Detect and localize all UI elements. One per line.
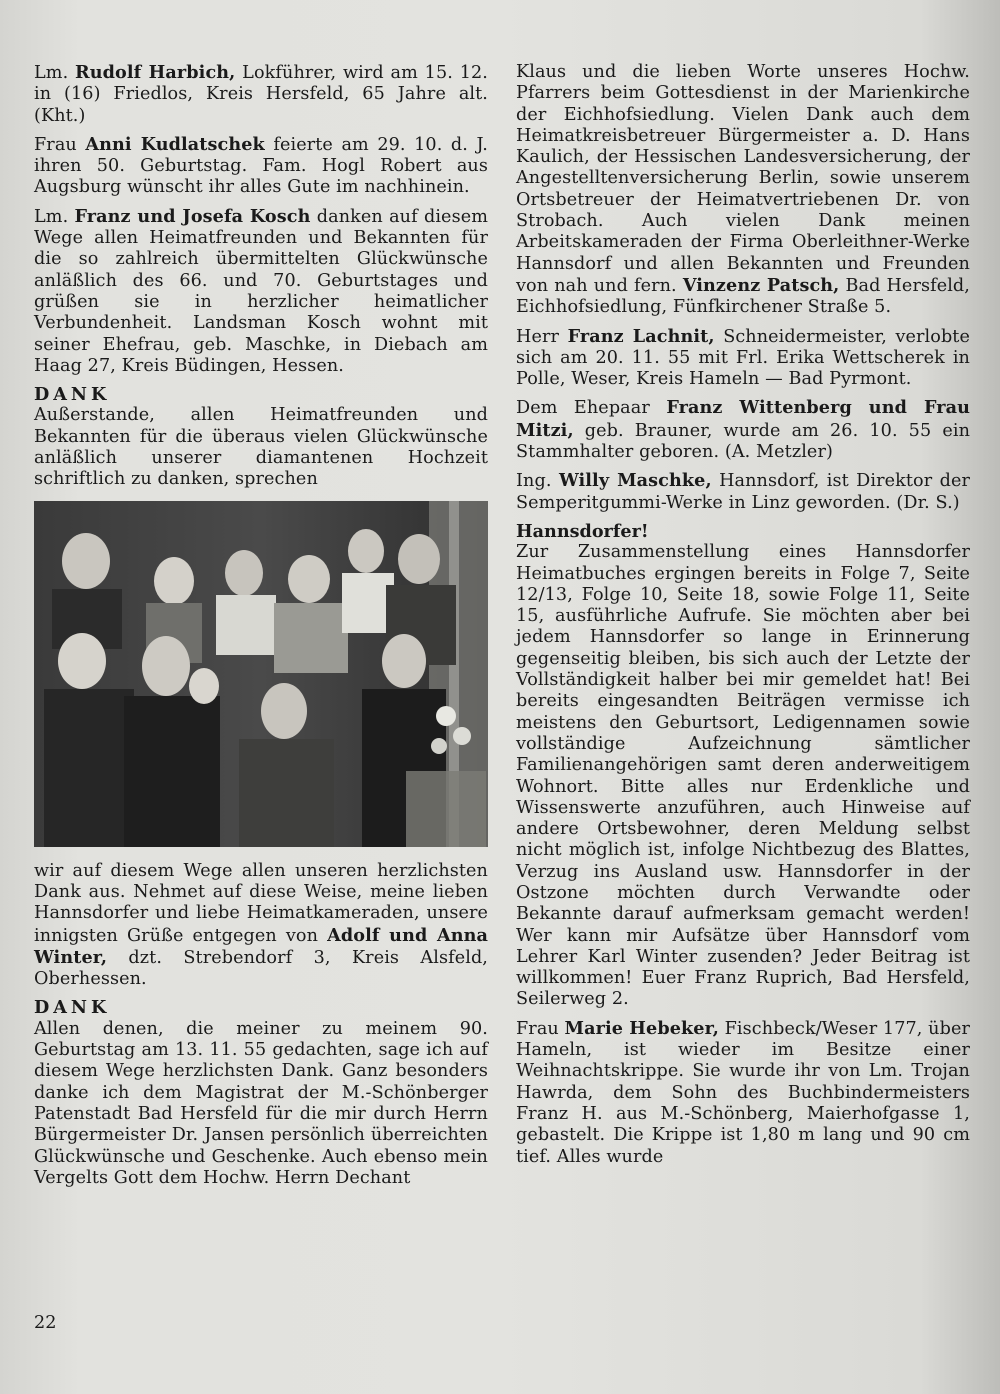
hannsdorfer-heading: Hannsdorfer! <box>516 520 649 542</box>
notice-hebeker: Frau Marie Hebeker, Fischbeck/Weser 177, über Hameln, ist wieder im Besitze einer Weihnachtskrippe. Sie wurde ihr von Lm. Trojan Hawrda, dem Sohn des Buchbindermeisters Franz H. aus M.-Schönberg, Maierhofgasse 1, gebastelt. Die Krippe ist 1,80 m lang und 90 cm tief. Alles wurde <box>516 1017 971 1167</box>
left-column <box>34 62 488 1196</box>
notice-kudlatschek: Frau Anni Kudlatschek feierte am 29. 10. d. J. ihren 50. Geburtstag. Fam. Hogl Robert aus Augsburg wünscht ihr alles Gute im nachhinein. <box>34 133 488 198</box>
right-column <box>516 62 970 1175</box>
dank1-text-top: Außerstande, allen Heimatfreunden und Bekannten für die überaus vielen Glückwünsche anläßlich unserer diamantenen Hochzeit schriftlich zu danken, sprechen <box>34 405 488 490</box>
notice-kosch: Lm. Franz und Josefa Kosch danken auf diesem Wege allen Heimatfreunden und Bekannten für die so zahlreich übermittelten Glückwünsche anläßlich des 66. und 70. Geburtstages und grüßen sie in herzlicher heimatlicher Verbundenheit. Landsman Kosch wohnt mit seiner Ehefrau, geb. Maschke, in Diebach am Haag 27, Kreis Büdingen, Hessen. <box>34 205 488 376</box>
notice-lachnit: Herr Franz Lachnit, Schneidermeister, verlobte sich am 20. 11. 55 mit Frl. Erika Wettscherek in Polle, Weser, Kreis Hameln — Bad Pyrmont. <box>516 325 970 390</box>
family-photo <box>34 501 488 847</box>
notice-wittenberg: Dem Ehepaar Franz Wittenberg und Frau Mitzi, geb. Brauner, wurde am 26. 10. 55 ein Stammhalter geboren. (A. Metzler) <box>516 397 970 463</box>
dank2-text: Allen denen, die meiner zu meinem 90. Geburtstag am 13. 11. 55 gedachten, sage ich auf diesem Wege herzlichsten Dank. Ganz besonders danke ich dem Magistrat der M.-Schönberger Patenstadt Bad Hersfeld für die mir durch Herrn Bürgermeister Dr. Jansen persönlich überreichten Glückwünsche und Geschenke. Auch ebenso mein Vergelts Gott dem Hochw. Herrn Dechant <box>34 1018 488 1188</box>
page-number: 22 <box>34 1313 57 1333</box>
hannsdorfer-appeal: Zur Zusammenstellung eines Hannsdorfer Heimatbuches ergingen bereits in Folge 7, Seite 12/13, Folge 10, Seite 18, sowie Folge 11, Seite 15, ausführliche Aufrufe. Sie möchten aber bei jedem Hannsdorfer so lange in Erinnerung gegenseitig bleiben, bis sich auch der Letzte der Vollständigkeit halber bei mir gemeldet hat! Bei bereits eingesandten Beiträgen vermisse ich meistens den Geburtsort, Ledigennamen sowie vollständige Aufzeichnung sämtlicher Familienangehörigen samt deren anderweitigem Wohnort. Bitte alles nur Erdenkliche und Wissenswerte anzuführen, auch Hinweise auf andere Ortsbewohner, deren Meldung selbst nicht möglich ist, infolge Nichtbezug des Blattes, Verzug ins Ausland usw. Hannsdorfer in der Ostzone möchten durch Verwandte oder Bekannte darauf aufmerksam gemacht werden! Wer kann mir Aufsätze über Hannsdorf vom Lehrer Karl Winter zusenden? Jeder Beitrag ist willkommen! Euer Franz Ruprich, Bad Hersfeld, Seilerweg 2. <box>516 542 970 1010</box>
notice-maschke: Ing. Willy Maschke, Hannsdorf, ist Direktor der Semperitgummi-Werke in Linz geworden. (Dr. S.) <box>516 470 971 513</box>
dank-heading-1: DANK <box>34 384 111 406</box>
dank1-text-bottom: wir auf diesem Wege allen unseren herzlichsten Dank aus. Nehmet auf diese Weise, meine lieben Hannsdorfer und liebe Heimatkameraden, unsere innigsten Grüße entgegen von Adolf und Anna Winter, dzt. Strebendorf 3, Kreis Alsfeld, Oberhessen. <box>34 860 489 990</box>
notice-harbich: Lm. Rudolf Harbich, Lokführer, wird am 15. 12. in (16) Friedlos, Kreis Hersfeld, 65 Jahre alt. (Kht.) <box>34 62 488 126</box>
dank-heading-2: DANK <box>34 997 111 1019</box>
notice-patsch: Klaus und die lieben Worte unseres Hochw. Pfarrers beim Gottesdienst in der Marienkirche der Eichhofsiedlung. Vielen Dank auch dem Heimatkreisbetreuer Bürgermeister a. D. Hans Kaulich, der Hessischen Landesversicherung, der Angestelltenversicherung Berlin, sowie unserem Ortsbetreuer der Heimatvertriebenen Dr. von Strobach. Auch vielen Dank meinen Arbeitskameraden der Firma Oberleithner-Werke Hannsdorf und allen Bekannten und Freunden von nah und fern. Vinzenz Patsch, Bad Hersfeld, Eichhofsiedlung, Fünfkirchener Straße 5. <box>516 62 970 318</box>
